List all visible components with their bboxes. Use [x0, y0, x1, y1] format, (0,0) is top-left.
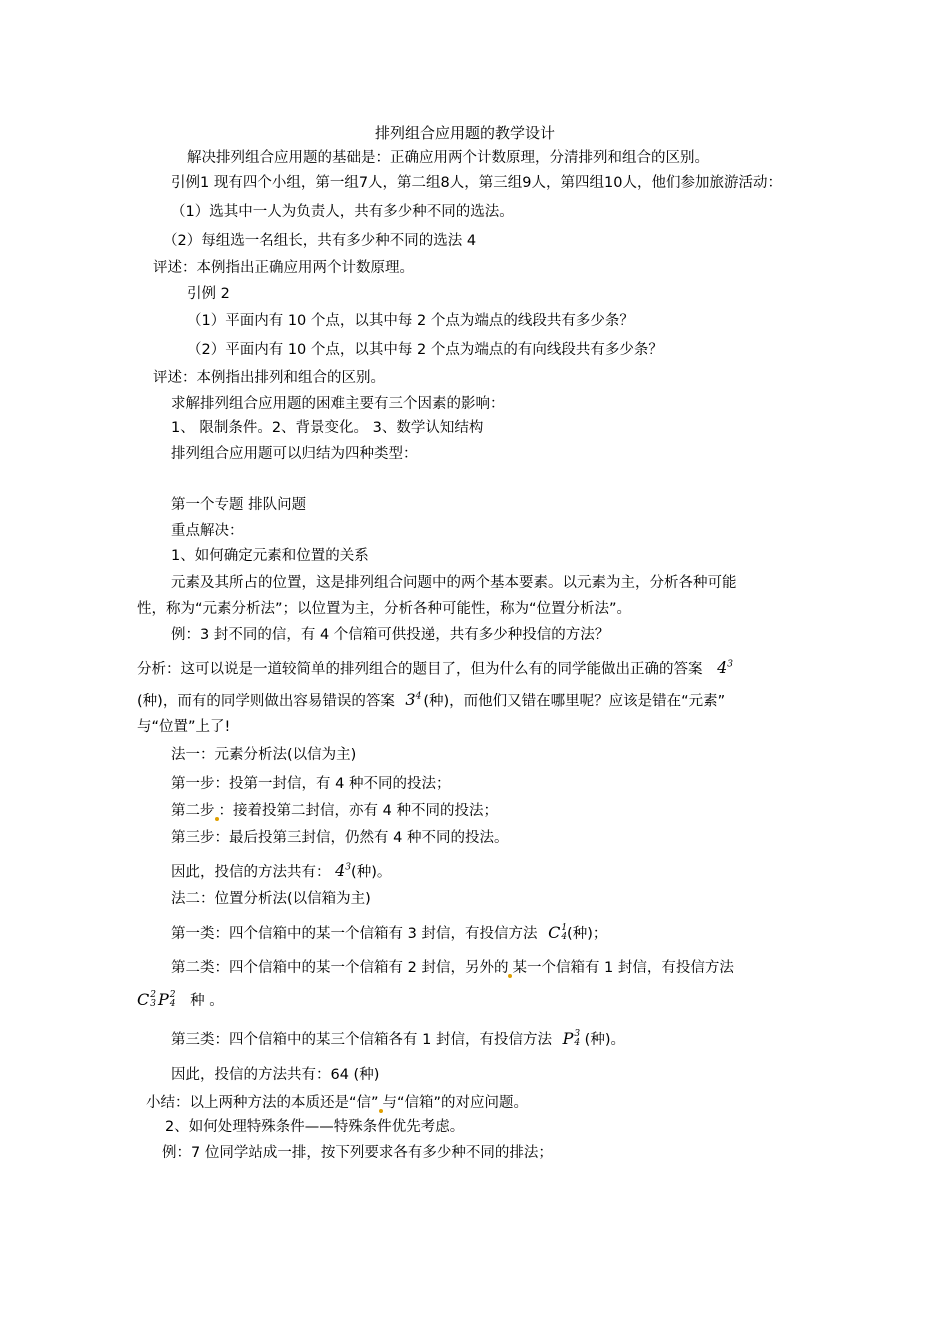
- analysis-text-b1: (种)，而有的同学则做出容易错误的答案: [137, 693, 395, 710]
- four-types-text: 排列组合应用题可以归结为四种类型：: [171, 446, 418, 462]
- example2-question1: （1）平面内有 10 个点，以其中每 2 个点为端点的线段共有多少条？: [187, 313, 634, 329]
- example2-statement: 例：7 位同学站成一排，按下列要求各有多少种不同的排法；: [162, 1145, 553, 1161]
- key-points-label: 重点解决：: [171, 523, 244, 539]
- step1-text: 第一步：投第一封信，有 4 种不同的投法；: [171, 776, 451, 792]
- analysis-line3: 与“位置”上了!: [137, 719, 231, 735]
- formula-4-pow-3: $4^3$: [717, 658, 734, 678]
- class2-line1: [171, 958, 734, 978]
- step2-text: ：接着投第二封信，亦有 4 种不同的投法；: [218, 803, 498, 819]
- comment2: 评述：本例指出排列和组合的区别。: [153, 370, 385, 386]
- example1-text: 引例1 现有四个小组，第一组7人，第二组8人，第三组9人，第四组10人，他们参加旅游活动：: [171, 175, 782, 191]
- step2-line: [171, 801, 498, 821]
- method1-heading: 法一：元素分析法(以信为主): [171, 747, 357, 763]
- doc-title: 排列组合应用题的教学设计: [375, 124, 556, 142]
- summary-text-b: 与“信箱”的对应问题。: [382, 1095, 529, 1111]
- paragraph1-line2: 性，称为“元素分析法”；以位置为主，分析各种可能性，称为“位置分析法”。: [137, 601, 632, 617]
- method2-heading: 法二：位置分析法(以信箱为主): [171, 891, 371, 907]
- paragraph1-line1: 元素及其所占的位置，这是排列组合问题中的两个基本要素。以元素为主，分析各种可能: [171, 575, 737, 591]
- formula-p-4-2: P 2 4: [157, 990, 176, 1009]
- point2-heading: 2、如何处理特殊条件——特殊条件优先考虑。: [165, 1119, 465, 1135]
- step2-label: 第二步: [171, 803, 215, 819]
- class1-unit: (种)；: [567, 926, 608, 942]
- formula-p-4-3: P 3 4: [562, 1029, 581, 1048]
- class3-text: 第三类：四个信箱中的某三个信箱各有 1 封信，有投信方法: [171, 1032, 552, 1048]
- formula-result-4-pow-3: $4^3$: [335, 861, 352, 881]
- class2-unit: 种 。: [190, 993, 224, 1009]
- factors-text: 1、 限制条件。2、背景变化。 3、数学认知结构: [171, 420, 484, 436]
- result2-text: 因此，投信的方法共有：64 (种): [171, 1067, 380, 1083]
- formula-c-4-1: C 1 4: [548, 923, 568, 942]
- class3-line: [171, 1029, 625, 1050]
- point1-heading: 1、如何确定元素和位置的关系: [171, 548, 369, 564]
- formula-c-3-2: C 2 3: [137, 990, 156, 1009]
- result1-unit: (种)。: [351, 864, 392, 881]
- summary-line: [146, 1093, 528, 1113]
- difficulty-text: 求解排列组合应用题的困难主要有三个因素的影响：: [171, 396, 505, 412]
- topic1-heading: 第一个专题 排队问题: [171, 497, 307, 513]
- analysis-line2: [137, 687, 725, 711]
- summary-text-a: 小结：以上两种方法的本质还是“信”: [146, 1095, 379, 1111]
- class2-text-a: 第二类：四个信箱中的某一个信箱有 2 封信，另外的: [171, 960, 509, 976]
- class3-unit: (种)。: [584, 1032, 625, 1048]
- result1-line: [171, 858, 391, 882]
- intro-paragraph: 解决排列组合应用题的基础是：正确应用两个计数原理，分清排列和组合的区别。: [187, 150, 709, 166]
- example2-question2: （2）平面内有 10 个点，以其中每 2 个点为端点的有向线段共有多少条？: [187, 342, 663, 358]
- example2-title: 引例 2: [187, 286, 230, 302]
- class1-text: 第一类：四个信箱中的某一个信箱有 3 封信，有投信方法: [171, 926, 538, 942]
- analysis-text-b2: (种)，而他们又错在哪里呢？应该是错在“元素”: [423, 693, 726, 710]
- analysis-text-a: 分析：这可以说是一道较简单的排列组合的题目了，但为什么有的同学能做出正确的答案: [137, 661, 703, 678]
- formula-3-pow-4: $3^4$: [405, 690, 422, 710]
- result1-text: 因此，投信的方法共有：: [171, 864, 331, 881]
- class2-text-b: 某一个信箱有 1 封信，有投信方法: [512, 960, 734, 976]
- step3-text: 第三步：最后投第三封信，仍然有 4 种不同的投法。: [171, 830, 509, 846]
- analysis-line1: [137, 655, 733, 679]
- example-letters: 例：3 封不同的信，有 4 个信箱可供投递，共有多少种投信的方法？: [171, 627, 610, 643]
- example1-question1: （1）选其中一人为负责人，共有多少种不同的选法。: [171, 204, 514, 220]
- class1-line: [171, 923, 607, 944]
- example1-question2: （2）每组选一名组长，共有多少种不同的选法 4: [163, 233, 477, 249]
- class2-line2: [137, 990, 224, 1011]
- comment1: 评述：本例指出正确应用两个计数原理。: [153, 260, 414, 276]
